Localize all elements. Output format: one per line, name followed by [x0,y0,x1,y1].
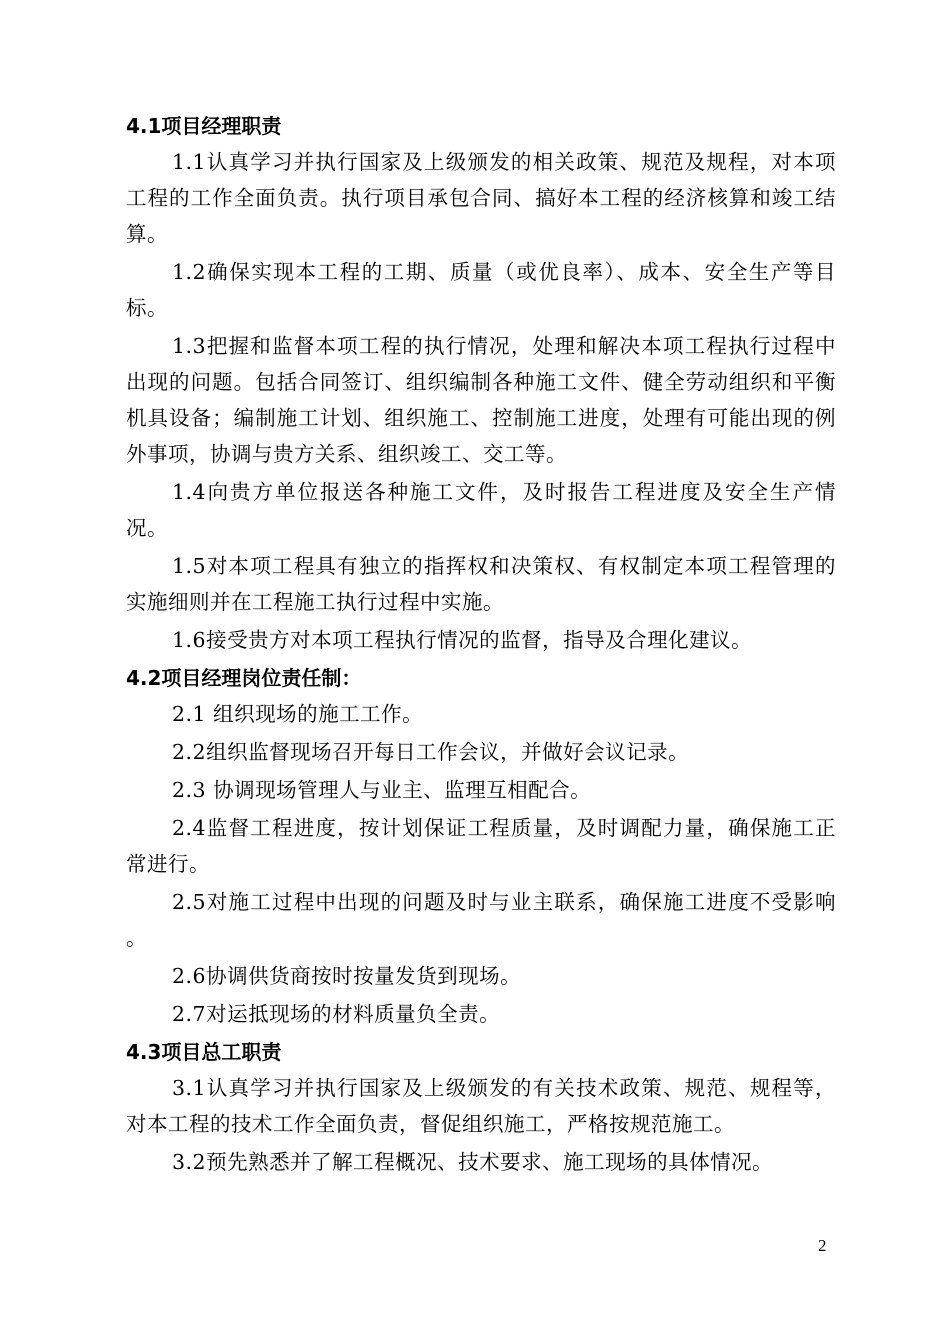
section-heading-4-1: 4.1项目经理职责 [126,114,282,138]
document-body [126,108,836,1180]
paragraph-1-1: 1.1认真学习并执行国家及上级颁发的相关政策、规范及规程，对本项工程的工作全面负责。执行项目承包合同、搞好本工程的经济核算和竣工结算。 [126,150,836,246]
page-number: 2 [818,1236,827,1255]
paragraph-1-5: 1.5对本项工程具有独立的指挥权和决策权、有权制定本项工程管理的实施细则并在工程施工执行过程中实施。 [126,554,836,614]
paragraph-2-2: 2.2组织监督现场召开每日工作会议，并做好会议记录。 [172,740,690,764]
paragraph-2-1: 2.1 组织现场的施工工作。 [172,702,424,726]
paragraph-2-4: 2.4监督工程进度，按计划保证工程质量，及时调配力量，确保施工正常进行。 [126,816,836,876]
section-heading-4-3: 4.3项目总工职责 [126,1040,282,1064]
paragraph-3-2: 3.2预先熟悉并了解工程概况、技术要求、施工现场的具体情况。 [172,1150,774,1174]
paragraph-1-6: 1.6接受贵方对本项工程执行情况的监督，指导及合理化建议。 [172,628,753,652]
paragraph-1-3: 1.3把握和监督本项工程的执行情况，处理和解决本项工程执行过程中出现的问题。包括合同签订、组织编制各种施工文件、健全劳动组织和平衡机具设备；编制施工计划、组织施工、控制施工进度，处理有可能出现的例外事项，协调与贵方关系、组织竣工、交工等。 [126,334,836,466]
paragraph-3-1: 3.1认真学习并执行国家及上级颁发的有关技术政策、规范、规程等，对本工程的技术工作全面负责，督促组织施工，严格按规范施工。 [126,1076,836,1136]
paragraph-1-2: 1.2确保实现本工程的工期、质量（或优良率）、成本、安全生产等目标。 [126,260,836,320]
section-heading-4-2: 4.2项目经理岗位责任制： [126,666,362,690]
paragraph-2-7: 2.7对运抵现场的材料质量负全责。 [172,1002,501,1026]
paragraph-2-3: 2.3 协调现场管理人与业主、监理互相配合。 [172,778,592,802]
paragraph-1-4: 1.4向贵方单位报送各种施工文件，及时报告工程进度及安全生产情况。 [126,480,836,540]
paragraph-2-6: 2.6协调供货商按时按量发货到现场。 [172,964,522,988]
paragraph-2-5: 2.5对施工过程中出现的问题及时与业主联系，确保施工进度不受影响 。 [126,890,836,950]
